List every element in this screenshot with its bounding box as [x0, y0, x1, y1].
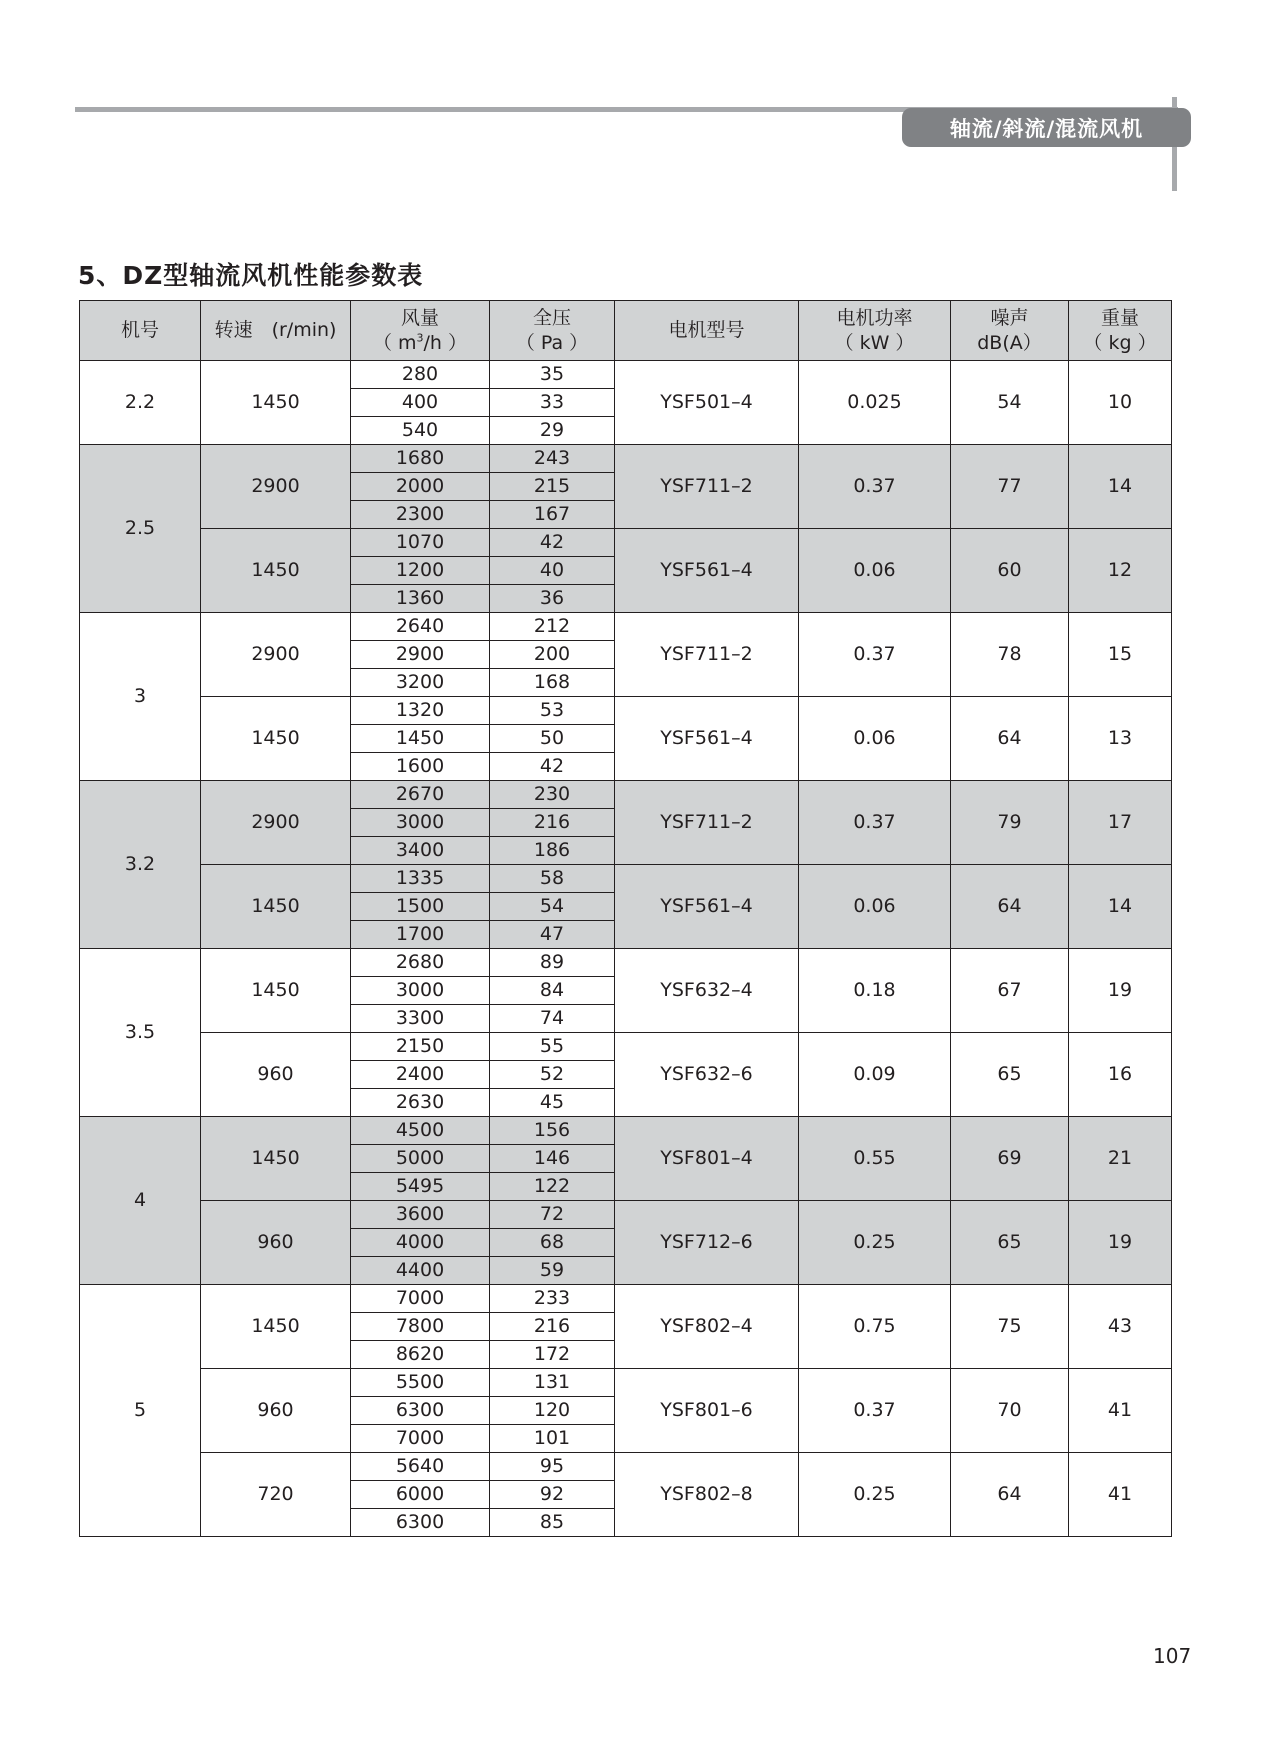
weight-cell: 19	[1069, 1201, 1172, 1285]
noise-cell: 70	[951, 1369, 1069, 1453]
model-no-cell: 3.5	[80, 949, 201, 1117]
airflow-cell: 2900	[351, 641, 490, 669]
airflow-cell: 2640	[351, 613, 490, 641]
noise-cell: 75	[951, 1285, 1069, 1369]
airflow-cell: 4500	[351, 1117, 490, 1145]
pressure-cell: 200	[490, 641, 615, 669]
pressure-cell: 40	[490, 557, 615, 585]
airflow-cell: 2000	[351, 473, 490, 501]
airflow-cell: 3300	[351, 1005, 490, 1033]
motor-model-cell: YSF801–4	[615, 1117, 799, 1201]
noise-cell: 54	[951, 361, 1069, 445]
header-motor-power	[799, 301, 951, 361]
pressure-cell: 212	[490, 613, 615, 641]
header-weight	[1069, 301, 1172, 361]
header-noise-label: 噪声	[990, 306, 1029, 329]
weight-cell: 10	[1069, 361, 1172, 445]
speed-cell: 1450	[201, 865, 351, 949]
weight-cell: 14	[1069, 445, 1172, 529]
pressure-cell: 54	[490, 893, 615, 921]
model-no-cell: 5	[80, 1285, 201, 1537]
header-speed: 转速 (r/min)	[201, 301, 351, 361]
speed-cell: 1450	[201, 529, 351, 613]
header-weight-unit: （ kg ）	[1083, 331, 1157, 354]
table-body	[80, 361, 1172, 1537]
noise-cell: 77	[951, 445, 1069, 529]
airflow-cell: 1320	[351, 697, 490, 725]
pressure-cell: 53	[490, 697, 615, 725]
model-no-cell: 4	[80, 1117, 201, 1285]
pressure-cell: 50	[490, 725, 615, 753]
speed-cell: 1450	[201, 1117, 351, 1201]
airflow-cell: 6300	[351, 1509, 490, 1537]
airflow-cell: 4000	[351, 1229, 490, 1257]
model-no-cell: 2.2	[80, 361, 201, 445]
airflow-cell: 5495	[351, 1173, 490, 1201]
header-noise	[951, 301, 1069, 361]
motor-power-cell: 0.25	[799, 1453, 951, 1537]
pressure-cell: 59	[490, 1257, 615, 1285]
pressure-cell: 58	[490, 865, 615, 893]
pressure-cell: 74	[490, 1005, 615, 1033]
motor-model-cell: YSF632–4	[615, 949, 799, 1033]
pressure-cell: 233	[490, 1285, 615, 1313]
noise-cell: 64	[951, 697, 1069, 781]
motor-model-cell: YSF561–4	[615, 529, 799, 613]
airflow-cell: 2400	[351, 1061, 490, 1089]
page-title: 5、DZ型轴流风机性能参数表	[78, 261, 424, 290]
speed-cell: 2900	[201, 613, 351, 697]
pressure-cell: 55	[490, 1033, 615, 1061]
speed-cell: 720	[201, 1453, 351, 1537]
table-row	[80, 1033, 1172, 1061]
motor-power-cell: 0.09	[799, 1033, 951, 1117]
speed-cell: 2900	[201, 781, 351, 865]
noise-cell: 60	[951, 529, 1069, 613]
pressure-cell: 45	[490, 1089, 615, 1117]
table-row	[80, 1201, 1172, 1229]
weight-cell: 12	[1069, 529, 1172, 613]
pressure-cell: 29	[490, 417, 615, 445]
airflow-cell: 2630	[351, 1089, 490, 1117]
motor-model-cell: YSF711–2	[615, 445, 799, 529]
noise-cell: 65	[951, 1201, 1069, 1285]
table-row	[80, 1285, 1172, 1313]
airflow-cell: 1360	[351, 585, 490, 613]
table-row	[80, 1369, 1172, 1397]
table-row	[80, 1117, 1172, 1145]
motor-power-cell: 0.37	[799, 445, 951, 529]
motor-model-cell: YSF802–8	[615, 1453, 799, 1537]
pressure-cell: 52	[490, 1061, 615, 1089]
motor-power-cell: 0.06	[799, 529, 951, 613]
airflow-cell: 8620	[351, 1341, 490, 1369]
pressure-cell: 230	[490, 781, 615, 809]
airflow-cell: 280	[351, 361, 490, 389]
page-number: 107	[1153, 1644, 1192, 1668]
motor-model-cell: YSF801–6	[615, 1369, 799, 1453]
table-row	[80, 949, 1172, 977]
header-model-no: 机号	[80, 301, 201, 361]
weight-cell: 16	[1069, 1033, 1172, 1117]
airflow-cell: 1070	[351, 529, 490, 557]
speed-cell: 1450	[201, 949, 351, 1033]
pressure-cell: 156	[490, 1117, 615, 1145]
motor-model-cell: YSF711–2	[615, 613, 799, 697]
header-pressure-label: 全压	[532, 306, 571, 329]
airflow-cell: 4400	[351, 1257, 490, 1285]
pressure-cell: 85	[490, 1509, 615, 1537]
header-motor-power-unit: （ kW ）	[834, 331, 915, 354]
pressure-cell: 92	[490, 1481, 615, 1509]
airflow-cell: 3000	[351, 809, 490, 837]
table-row	[80, 865, 1172, 893]
table-row	[80, 445, 1172, 473]
motor-power-cell: 0.37	[799, 1369, 951, 1453]
table-header-row	[80, 301, 1172, 361]
table-row	[80, 529, 1172, 557]
noise-cell: 78	[951, 613, 1069, 697]
airflow-cell: 2680	[351, 949, 490, 977]
speed-cell: 960	[201, 1201, 351, 1285]
airflow-cell: 1335	[351, 865, 490, 893]
motor-power-cell: 0.025	[799, 361, 951, 445]
airflow-cell: 1680	[351, 445, 490, 473]
noise-cell: 64	[951, 1453, 1069, 1537]
header-weight-label: 重量	[1100, 306, 1139, 329]
airflow-cell: 2670	[351, 781, 490, 809]
speed-cell: 960	[201, 1369, 351, 1453]
table-row	[80, 1453, 1172, 1481]
airflow-cell: 1200	[351, 557, 490, 585]
weight-cell: 43	[1069, 1285, 1172, 1369]
motor-power-cell: 0.06	[799, 697, 951, 781]
pressure-cell: 33	[490, 389, 615, 417]
motor-model-cell: YSF711–2	[615, 781, 799, 865]
pressure-cell: 168	[490, 669, 615, 697]
model-no-cell: 3.2	[80, 781, 201, 949]
airflow-cell: 7800	[351, 1313, 490, 1341]
motor-model-cell: YSF501–4	[615, 361, 799, 445]
airflow-cell: 3400	[351, 837, 490, 865]
noise-cell: 67	[951, 949, 1069, 1033]
airflow-cell: 6300	[351, 1397, 490, 1425]
header-motor-model: 电机型号	[615, 301, 799, 361]
speed-cell: 1450	[201, 697, 351, 781]
pressure-cell: 167	[490, 501, 615, 529]
pressure-cell: 47	[490, 921, 615, 949]
noise-cell: 79	[951, 781, 1069, 865]
speed-cell: 2900	[201, 445, 351, 529]
airflow-cell: 1600	[351, 753, 490, 781]
header-pressure-unit: （ Pa ）	[515, 331, 589, 354]
airflow-cell: 5000	[351, 1145, 490, 1173]
section-tab: 轴流/斜流/混流风机	[902, 108, 1191, 147]
table-row	[80, 781, 1172, 809]
pressure-cell: 84	[490, 977, 615, 1005]
pressure-cell: 36	[490, 585, 615, 613]
airflow-cell: 6000	[351, 1481, 490, 1509]
airflow-cell: 3000	[351, 977, 490, 1005]
weight-cell: 14	[1069, 865, 1172, 949]
model-no-cell: 2.5	[80, 445, 201, 613]
speed-cell: 1450	[201, 361, 351, 445]
pressure-cell: 72	[490, 1201, 615, 1229]
pressure-cell: 42	[490, 753, 615, 781]
pressure-cell: 120	[490, 1397, 615, 1425]
airflow-cell: 3600	[351, 1201, 490, 1229]
airflow-cell: 400	[351, 389, 490, 417]
weight-cell: 21	[1069, 1117, 1172, 1201]
pressure-cell: 243	[490, 445, 615, 473]
table-row	[80, 361, 1172, 389]
motor-model-cell: YSF561–4	[615, 865, 799, 949]
airflow-cell: 1700	[351, 921, 490, 949]
model-no-cell: 3	[80, 613, 201, 781]
header-pressure	[490, 301, 615, 361]
airflow-cell: 3200	[351, 669, 490, 697]
table-row	[80, 613, 1172, 641]
pressure-cell: 172	[490, 1341, 615, 1369]
motor-power-cell: 0.06	[799, 865, 951, 949]
airflow-cell: 7000	[351, 1425, 490, 1453]
pressure-cell: 122	[490, 1173, 615, 1201]
pressure-cell: 42	[490, 529, 615, 557]
noise-cell: 64	[951, 865, 1069, 949]
airflow-cell: 2150	[351, 1033, 490, 1061]
header-noise-unit: dB(A）	[977, 331, 1042, 354]
pressure-cell: 216	[490, 1313, 615, 1341]
pressure-cell: 215	[490, 473, 615, 501]
airflow-cell: 540	[351, 417, 490, 445]
pressure-cell: 101	[490, 1425, 615, 1453]
airflow-cell: 1450	[351, 725, 490, 753]
pressure-cell: 216	[490, 809, 615, 837]
pressure-cell: 186	[490, 837, 615, 865]
header-airflow-unit: （ $m^3/h$ ）	[372, 331, 468, 354]
weight-cell: 15	[1069, 613, 1172, 697]
motor-power-cell: 0.18	[799, 949, 951, 1033]
motor-model-cell: YSF632–6	[615, 1033, 799, 1117]
pressure-cell: 68	[490, 1229, 615, 1257]
weight-cell: 17	[1069, 781, 1172, 865]
pressure-cell: 131	[490, 1369, 615, 1397]
header-airflow	[351, 301, 490, 361]
motor-model-cell: YSF561–4	[615, 697, 799, 781]
airflow-cell: 7000	[351, 1285, 490, 1313]
speed-cell: 960	[201, 1033, 351, 1117]
table-row	[80, 697, 1172, 725]
motor-power-cell: 0.75	[799, 1285, 951, 1369]
airflow-cell: 5640	[351, 1453, 490, 1481]
speed-cell: 1450	[201, 1285, 351, 1369]
weight-cell: 41	[1069, 1369, 1172, 1453]
pressure-cell: 95	[490, 1453, 615, 1481]
airflow-cell: 2300	[351, 501, 490, 529]
motor-power-cell: 0.37	[799, 613, 951, 697]
pressure-cell: 35	[490, 361, 615, 389]
header-motor-power-label: 电机功率	[836, 306, 913, 329]
weight-cell: 13	[1069, 697, 1172, 781]
noise-cell: 69	[951, 1117, 1069, 1201]
pressure-cell: 89	[490, 949, 615, 977]
motor-model-cell: YSF802–4	[615, 1285, 799, 1369]
airflow-cell: 5500	[351, 1369, 490, 1397]
airflow-cell: 1500	[351, 893, 490, 921]
motor-power-cell: 0.25	[799, 1201, 951, 1285]
pressure-cell: 146	[490, 1145, 615, 1173]
motor-power-cell: 0.37	[799, 781, 951, 865]
motor-model-cell: YSF712–6	[615, 1201, 799, 1285]
weight-cell: 19	[1069, 949, 1172, 1033]
performance-table	[79, 300, 1172, 1537]
header-airflow-label: 风量	[400, 306, 439, 329]
noise-cell: 65	[951, 1033, 1069, 1117]
motor-power-cell: 0.55	[799, 1117, 951, 1201]
weight-cell: 41	[1069, 1453, 1172, 1537]
